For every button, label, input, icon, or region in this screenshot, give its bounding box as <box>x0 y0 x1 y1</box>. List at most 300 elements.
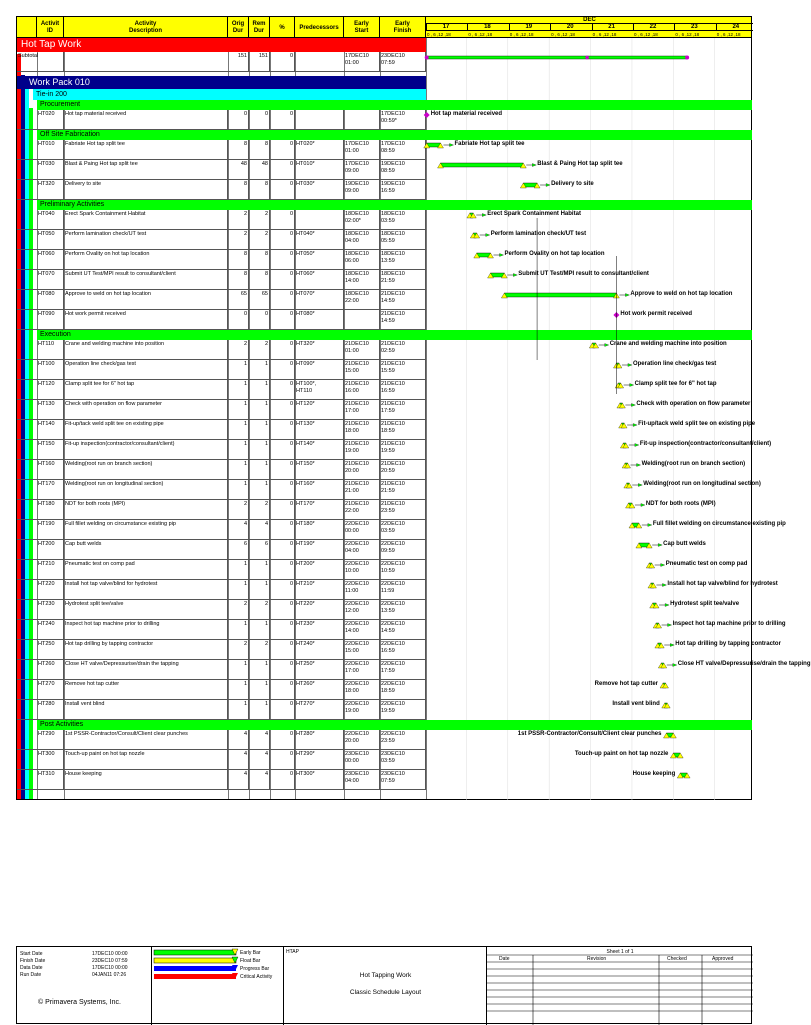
activity-row[interactable] <box>17 140 426 160</box>
predecessors <box>295 210 344 230</box>
report-title: Hot Tapping Work <box>359 972 412 979</box>
group-timeline-band <box>425 100 752 110</box>
label-arrow <box>635 444 639 447</box>
percent-complete: 0 <box>270 400 295 420</box>
label-arrow <box>486 234 490 237</box>
activity-description: Install vent blind <box>64 700 228 720</box>
rem-duration: 2 <box>249 340 270 360</box>
header-early-start[interactable]: Early Start <box>344 17 380 39</box>
percent-complete: 0 <box>270 270 295 290</box>
group-timeline-band <box>425 330 752 340</box>
predecessors: HT190* <box>295 540 344 560</box>
activity-description: Remove hot tap cutter <box>64 680 228 700</box>
activity-row[interactable] <box>17 700 426 720</box>
hour-label: 0 , 6 ,12 ,18 <box>633 32 658 37</box>
activity-description: Crane and welding machine into position <box>64 340 228 360</box>
percent-complete: 0 <box>270 560 295 580</box>
activity-description: Submit UT Test/MPI result to consultant/client <box>64 270 228 290</box>
data-date-label: Data Date <box>20 965 43 971</box>
label-arrow <box>628 364 632 367</box>
orig-duration: 8 <box>228 270 249 290</box>
rem-duration: 1 <box>249 460 270 480</box>
early-finish: 22DEC10 11:59 <box>380 580 426 600</box>
bar-label: Install hot tap valve/blind for hydrotest <box>667 581 778 587</box>
activity-description: Welding(root run on longitudinal section) <box>64 480 228 500</box>
activity-id: HT160 <box>37 460 64 480</box>
early-finish: 22DEC10 23:59 <box>380 730 426 750</box>
orig-duration: 8 <box>228 250 249 270</box>
orig-duration: 1 <box>228 440 249 460</box>
day-tick <box>633 24 634 31</box>
rem-duration: 1 <box>249 560 270 580</box>
activity-row[interactable] <box>17 360 426 380</box>
rem-duration: 1 <box>249 700 270 720</box>
label-arrow <box>641 504 645 507</box>
activity-row[interactable] <box>17 540 426 560</box>
activity-row[interactable] <box>17 230 426 250</box>
percent-complete: 0 <box>270 700 295 720</box>
header-predecessors[interactable]: Predecessors <box>295 17 344 39</box>
activity-id: HT150 <box>37 440 64 460</box>
label-arrow <box>546 184 550 187</box>
bar-label: NDT for both roots (MPI) <box>645 501 716 507</box>
activity-description: Touch-up paint on hot tap nozzle <box>64 750 228 770</box>
orig-duration: 65 <box>228 290 249 310</box>
bar-label: Hot tap material received <box>430 111 503 117</box>
activity-id: HT130 <box>37 400 64 420</box>
group-timeline-band <box>425 130 752 140</box>
label-arrow <box>500 254 504 257</box>
activity-row[interactable] <box>17 460 426 480</box>
rem-duration: 1 <box>249 380 270 400</box>
activity-row[interactable] <box>17 680 426 700</box>
percent-complete: 0 <box>270 770 295 790</box>
percent-complete: 0 <box>270 360 295 380</box>
orig-duration: 1 <box>228 660 249 680</box>
percent-complete: 0 <box>270 520 295 540</box>
activity-row[interactable] <box>17 480 426 500</box>
label-arrow <box>513 274 517 277</box>
rem-duration: 8 <box>249 250 270 270</box>
rem-duration: 8 <box>249 140 270 160</box>
early-finish: 22DEC10 09:59 <box>380 540 426 560</box>
activity-description: Install hot tap valve/blind for hydrotest <box>64 580 228 600</box>
bar-label: Check with operation on flow parameter <box>636 401 751 407</box>
activity-row[interactable] <box>17 500 426 520</box>
finish-date-value: 23DEC10 07:59 <box>92 958 128 964</box>
early-start: 18DEC10 04:00 <box>344 230 380 250</box>
label-arrow <box>638 484 642 487</box>
day-tick <box>550 24 551 31</box>
predecessors: HT200* <box>295 560 344 580</box>
activity-row[interactable] <box>17 600 426 620</box>
activity-row[interactable] <box>17 110 426 130</box>
header-percent[interactable]: % <box>270 17 295 39</box>
early-finish: 23DEC10 03:59 <box>380 750 426 770</box>
early-finish: 19DEC10 08:59 <box>380 160 426 180</box>
bar-label: 1st PSSR-Contractor/Consult/Client clear punches <box>517 731 662 737</box>
bar-label: Operation line check/gas test <box>632 361 717 367</box>
early-finish: 22DEC10 14:59 <box>380 620 426 640</box>
early-start: 21DEC10 18:00 <box>344 420 380 440</box>
day-label: 17 <box>442 24 450 30</box>
activity-description: Perform lamination check/UT test <box>64 230 228 250</box>
percent-complete: 0 <box>270 500 295 520</box>
early-finish: 18DEC10 21:59 <box>380 270 426 290</box>
subtotal-start: 17DEC10 01:00 <box>344 52 380 72</box>
activity-id: HT060 <box>37 250 64 270</box>
bar-label: Install vent blind <box>612 701 660 707</box>
activity-id: HT040 <box>37 210 64 230</box>
summary-mid-marker <box>585 56 589 60</box>
group-band: Preliminary Activities <box>37 200 426 210</box>
activity-id: HT110 <box>37 340 64 360</box>
bar-label: Welding(root run on longitudinal section) <box>643 481 761 487</box>
label-arrow <box>658 544 662 547</box>
early-start: 21DEC10 19:00 <box>344 440 380 460</box>
early-finish: 21DEC10 15:59 <box>380 360 426 380</box>
early-finish: 21DEC10 21:59 <box>380 480 426 500</box>
bar-label: Submit UT Test/MPI result to consultant/client <box>518 271 649 277</box>
early-finish: 22DEC10 13:59 <box>380 600 426 620</box>
percent-complete: 0 <box>270 110 295 130</box>
rem-duration: 4 <box>249 520 270 540</box>
predecessors: HT120* <box>295 400 344 420</box>
label-arrow <box>630 384 634 387</box>
rem-duration: 2 <box>249 230 270 250</box>
revision-block <box>487 947 753 1025</box>
bar-label: Full fillet welding on circumstance existing pip <box>652 521 786 527</box>
percent-complete: 0 <box>270 660 295 680</box>
bar-label: Hot tap drilling by tapping contractor <box>675 641 781 647</box>
orig-duration: 4 <box>228 520 249 540</box>
activity-id: HT050 <box>37 230 64 250</box>
early-finish: 17DEC10 00:59* <box>380 110 426 130</box>
hour-label: 0 , 6 ,12 ,18 <box>427 32 451 37</box>
early-finish: 21DEC10 14:59 <box>380 290 426 310</box>
subtotal-label: Subtotal <box>17 52 64 72</box>
header-activity-description[interactable]: Activity Description <box>64 17 228 39</box>
predecessors: HT030* <box>295 180 344 200</box>
bar-label: Touch-up paint on hot tap nozzle <box>574 751 669 757</box>
percent-complete: 0 <box>270 210 295 230</box>
activity-description: Welding(root run on branch section) <box>64 460 228 480</box>
percent-complete: 0 <box>270 620 295 640</box>
activity-row[interactable] <box>17 290 426 310</box>
early-start: 22DEC10 15:00 <box>344 640 380 660</box>
data-date-value: 17DEC10 00:00 <box>92 965 128 971</box>
bar-label: Pneumatic test on comp pad <box>665 561 748 567</box>
sheet-number: Sheet 1 of 1 <box>606 949 634 955</box>
predecessors: HT320* <box>295 340 344 360</box>
group-timeline-band <box>425 720 752 730</box>
activity-row[interactable] <box>17 750 426 770</box>
orig-duration: 8 <box>228 140 249 160</box>
bar-label: Welding(root run on branch section) <box>641 461 746 467</box>
group-band: Post Activities <box>37 720 426 730</box>
rem-duration: 1 <box>249 480 270 500</box>
early-start: 17DEC10 09:00 <box>344 160 380 180</box>
activity-description: Clamp split tee for 6" hot tap <box>64 380 228 400</box>
early-start: 18DEC10 22:00 <box>344 290 380 310</box>
percent-complete: 0 <box>270 580 295 600</box>
activity-id: HT180 <box>37 500 64 520</box>
activity-row[interactable] <box>17 520 426 540</box>
orig-duration: 1 <box>228 680 249 700</box>
activity-description: Perform Ovality on hot tap location <box>64 250 228 270</box>
predecessors: HT010* <box>295 160 344 180</box>
early-start: 19DEC10 09:00 <box>344 180 380 200</box>
hour-label: 0 , 6 ,12 ,18 <box>509 32 534 37</box>
percent-complete: 0 <box>270 340 295 360</box>
early-finish: 21DEC10 18:59 <box>380 420 426 440</box>
copyright: © Primavera Systems, Inc. <box>38 999 121 1006</box>
early-start <box>344 110 380 130</box>
activity-id: HT030 <box>37 160 64 180</box>
predecessors: HT160* <box>295 480 344 500</box>
activity-description: Hydrotest split tee/valve <box>64 600 228 620</box>
header-rem-dur[interactable]: Rem Dur <box>249 17 270 39</box>
early-start: 22DEC10 04:00 <box>344 540 380 560</box>
activity-id: HT190 <box>37 520 64 540</box>
footer-legend <box>152 947 284 1025</box>
activity-description: House keeping <box>64 770 228 790</box>
percent-complete: 0 <box>270 250 295 270</box>
activity-id: HT080 <box>37 290 64 310</box>
activity-row[interactable] <box>17 160 426 180</box>
bar-label: Perform lamination check/UT test <box>490 231 587 237</box>
project-band: Hot Tap Work <box>17 38 426 52</box>
group-band: Off Site Fabrication <box>37 130 426 140</box>
activity-description: Delivery to site <box>64 180 228 200</box>
label-arrow <box>670 644 674 647</box>
activity-row[interactable] <box>17 420 426 440</box>
orig-duration: 1 <box>228 360 249 380</box>
early-finish: 19DEC10 16:59 <box>380 180 426 200</box>
orig-duration: 1 <box>228 400 249 420</box>
percent-complete: 0 <box>270 640 295 660</box>
rem-duration: 1 <box>249 680 270 700</box>
activity-description: Approve to weld on hot tap location <box>64 290 228 310</box>
activity-row[interactable] <box>17 250 426 270</box>
activity-row[interactable] <box>17 180 426 200</box>
early-start: 22DEC10 19:00 <box>344 700 380 720</box>
bar-label: Fit-up/tack weld split tee on existing pipe <box>638 421 756 427</box>
header-orig-dur[interactable]: Orig Dur <box>228 17 249 39</box>
predecessors <box>295 110 344 130</box>
early-start: 17DEC10 01:00 <box>344 140 380 160</box>
orig-duration: 1 <box>228 380 249 400</box>
predecessors: HT280* <box>295 730 344 750</box>
rem-duration: 6 <box>249 540 270 560</box>
early-start: 22DEC10 11:00 <box>344 580 380 600</box>
rem-duration: 4 <box>249 770 270 790</box>
day-label: 18 <box>484 24 491 30</box>
label-arrow <box>532 164 536 167</box>
activity-row[interactable] <box>17 580 426 600</box>
activity-row[interactable] <box>17 660 426 680</box>
activity-id: HT310 <box>37 770 64 790</box>
percent-complete: 0 <box>270 180 295 200</box>
rem-duration: 1 <box>249 580 270 600</box>
rem-duration: 1 <box>249 620 270 640</box>
early-finish: 22DEC10 17:59 <box>380 660 426 680</box>
activity-row[interactable] <box>17 400 426 420</box>
day-tick <box>674 24 675 31</box>
percent-complete: 0 <box>270 420 295 440</box>
bar-label: Cap butt welds <box>663 541 706 547</box>
early-finish: 22DEC10 10:59 <box>380 560 426 580</box>
header-early-finish[interactable]: Early Finish <box>380 17 426 39</box>
bar-label: Blast & Paing Hot tap split tee <box>537 161 623 167</box>
early-start: 21DEC10 21:00 <box>344 480 380 500</box>
label-arrow <box>605 344 609 347</box>
activity-id: HT070 <box>37 270 64 290</box>
activity-description: Erect Spark Containment Habitat <box>64 210 228 230</box>
label-arrow <box>625 294 629 297</box>
percent-complete: 0 <box>270 310 295 330</box>
header-activity-id[interactable]: Activit ID <box>37 17 64 39</box>
rem-duration: 1 <box>249 420 270 440</box>
activity-row[interactable] <box>17 770 426 790</box>
footer-dates <box>17 947 152 1025</box>
orig-duration: 0 <box>228 310 249 330</box>
predecessors: HT220* <box>295 600 344 620</box>
rem-duration: 2 <box>249 600 270 620</box>
bar-label: Fit-up inspection(contractor/consultant/client) <box>639 441 772 447</box>
early-finish: 21DEC10 16:59 <box>380 380 426 400</box>
timeline-days <box>426 24 753 31</box>
predecessors: HT050* <box>295 250 344 270</box>
legend-float-bar: Float Bar <box>240 958 261 964</box>
day-tick <box>592 24 593 31</box>
rev-col-approved: Approved <box>712 956 734 962</box>
activity-row[interactable] <box>17 340 426 360</box>
early-start: 22DEC10 20:00 <box>344 730 380 750</box>
day-label: 22 <box>649 24 657 30</box>
subtotal-pct: 0 <box>270 52 295 72</box>
activity-row[interactable] <box>17 380 426 400</box>
percent-complete: 0 <box>270 230 295 250</box>
label-arrow <box>449 144 453 147</box>
orig-duration: 2 <box>228 640 249 660</box>
activity-row[interactable] <box>17 620 426 640</box>
activity-id: HT210 <box>37 560 64 580</box>
summary-start-marker <box>425 56 429 60</box>
bar-label: Perform Ovality on hot tap location <box>504 251 605 257</box>
activity-description: 1st PSSR-Contractor/Consult/Client clear punches <box>64 730 228 750</box>
predecessors: HT060* <box>295 270 344 290</box>
rem-duration: 65 <box>249 290 270 310</box>
early-finish: 21DEC10 20:59 <box>380 460 426 480</box>
early-finish: 21DEC10 17:59 <box>380 400 426 420</box>
activity-id: HT020 <box>37 110 64 130</box>
subtotal-row[interactable] <box>17 52 426 72</box>
bar-label: Hydrotest split tee/valve <box>670 601 740 607</box>
early-finish: 18DEC10 13:59 <box>380 250 426 270</box>
orig-duration: 2 <box>228 230 249 250</box>
hour-label: 0 , 6 ,12 ,18 <box>551 32 575 37</box>
rem-duration: 48 <box>249 160 270 180</box>
activity-row[interactable] <box>17 310 426 330</box>
column-header <box>16 16 752 38</box>
bar-label: Delivery to site <box>551 181 594 187</box>
footer-title-block <box>284 947 487 1025</box>
predecessors: HT090* <box>295 360 344 380</box>
rem-duration: 1 <box>249 400 270 420</box>
early-start: 18DEC10 06:00 <box>344 250 380 270</box>
activity-description: NDT for both roots (MPI) <box>64 500 228 520</box>
orig-duration: 6 <box>228 540 249 560</box>
orig-duration: 0 <box>228 110 249 130</box>
predecessors: HT080* <box>295 310 344 330</box>
activity-id: HT230 <box>37 600 64 620</box>
bar-label: Approve to weld on hot tap location <box>630 291 733 297</box>
percent-complete: 0 <box>270 750 295 770</box>
rem-duration: 4 <box>249 730 270 750</box>
percent-complete: 0 <box>270 680 295 700</box>
bar-label: Remove hot tap cutter <box>594 681 659 687</box>
activity-id: HT090 <box>37 310 64 330</box>
percent-complete: 0 <box>270 380 295 400</box>
bar-label: House keeping <box>632 771 676 777</box>
hour-label: 0 , 6 ,12 ,18 <box>716 32 741 37</box>
orig-duration: 2 <box>228 600 249 620</box>
predecessors: HT020* <box>295 140 344 160</box>
early-start: 21DEC10 22:00 <box>344 500 380 520</box>
bar-label: Fabriate Hot tap split tee <box>454 141 525 147</box>
project-code: HTAP <box>286 949 299 955</box>
report-footer <box>16 946 752 1024</box>
activity-id: HT100 <box>37 360 64 380</box>
timeline-month: DEC <box>426 17 753 24</box>
activity-row[interactable] <box>17 730 426 750</box>
rem-duration: 1 <box>249 360 270 380</box>
start-date-label: Start Date <box>20 951 43 957</box>
predecessors: HT070* <box>295 290 344 310</box>
activity-id: HT220 <box>37 580 64 600</box>
activity-row[interactable] <box>17 210 426 230</box>
activity-row[interactable] <box>17 640 426 660</box>
orig-duration: 1 <box>228 460 249 480</box>
predecessors: HT100*, HT110 <box>295 380 344 400</box>
early-finish: 18DEC10 03:59 <box>380 210 426 230</box>
early-start <box>344 310 380 330</box>
early-finish: 22DEC10 19:59 <box>380 700 426 720</box>
label-arrow <box>668 624 672 627</box>
early-finish: 23DEC10 07:59 <box>380 770 426 790</box>
orig-duration: 8 <box>228 180 249 200</box>
activity-id: HT250 <box>37 640 64 660</box>
orig-duration: 4 <box>228 770 249 790</box>
label-arrow <box>648 524 652 527</box>
early-start: 18DEC10 14:00 <box>344 270 380 290</box>
bar-label: Crane and welding machine into position <box>609 341 727 347</box>
hour-label: 0 , 6 ,12 ,18 <box>675 32 700 37</box>
label-arrow <box>673 664 677 667</box>
report-layout: Classic Schedule Layout <box>349 989 422 996</box>
day-tick <box>509 24 510 31</box>
early-start: 22DEC10 12:00 <box>344 600 380 620</box>
activity-row[interactable] <box>17 440 426 460</box>
activity-row[interactable] <box>17 270 426 290</box>
activity-row[interactable] <box>17 560 426 580</box>
work-pack-band: Work Pack 010 <box>17 76 426 89</box>
label-arrow <box>631 404 635 407</box>
orig-duration: 1 <box>228 700 249 720</box>
early-start: 21DEC10 01:00 <box>344 340 380 360</box>
rem-duration: 2 <box>249 640 270 660</box>
